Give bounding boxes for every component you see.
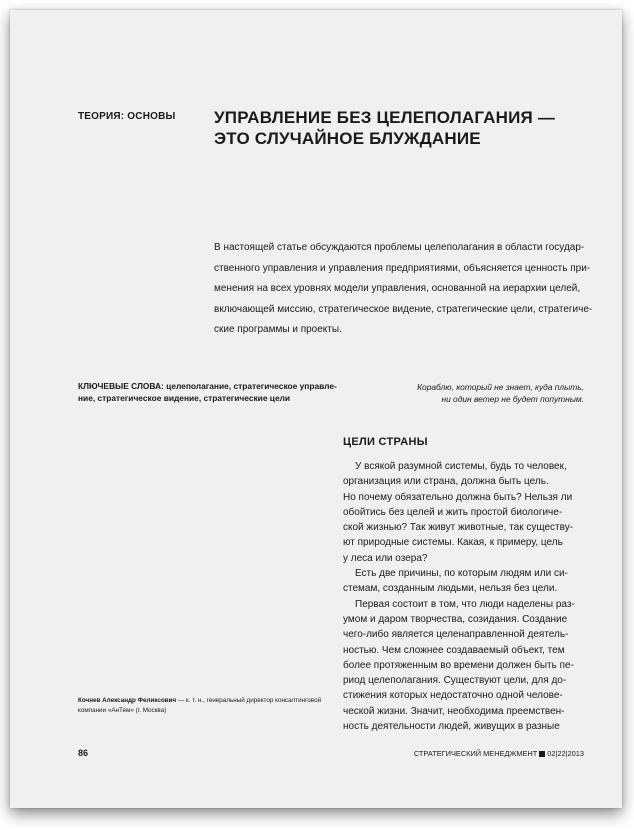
keywords [78,381,338,404]
section-label: ТЕОРИЯ: ОСНОВЫ [78,111,176,122]
abstract-line: включающей миссию, стратегическое видение, стратегические цели, стратегиче- [214,303,593,315]
body-line: У всякой разумной системы, будь то человек, [355,461,567,472]
body-line: Есть две причины, по которым людям или си- [355,568,568,580]
epigraph-line: ни один ветер не будет попутным. [441,394,584,404]
journal-name: СТРАТЕГИЧЕСКИЙ МЕНЕДЖМЕНТ [413,749,538,758]
abstract-line: менения на всех уровнях модели управления, основанной на иерархии целей, [214,283,581,294]
keywords-line: ние, стратегическое видение, стратегические цели [78,392,291,403]
body-text [343,459,591,734]
title-line: УПРАВЛЕНИЕ БЕЗ ЦЕЛЕПОЛАГАНИЯ — [214,108,556,127]
body-line: Но почему обязательно должна быть? Нельзя ли [343,491,573,503]
keywords-line: КЛЮЧЕВЫЕ СЛОВА: целеполагание, стратегическое управле- [78,381,337,391]
body-line: организация или страна, должна быть цель. [343,476,549,488]
author-name: Кочнев Александр Феликсович [78,697,177,704]
body-line: чего-либо является целенаправленной деятель- [343,629,569,641]
body-line: ют природные системы. Какая, к примеру, цель [343,537,563,549]
page-number: 86 [78,748,89,758]
article-title [214,107,614,149]
body-line: умом и даром творчества, созидания. Создание [343,613,568,625]
body-line: более протяженным во времени должен быть пе- [343,659,574,671]
issue-number: 02|22|2013 [547,749,584,758]
body-line: ность деятельности людей, живущих в разные [343,721,560,733]
body-line: обойтись без целей и жить простой биологиче- [343,506,563,518]
body-line: ской жизнью? Так живут животные, так существу- [343,522,574,534]
body-line: ностью. Чем сложнее создаваемый объект, тем [343,644,565,656]
body-line: у леса или озера? [343,552,428,564]
body-line: Первая состоит в том, что люди наделены раз- [355,598,575,610]
author-description: — к. т. н., генеральный директор консалтинговой [176,697,322,704]
body-line: стижения которых недостаточно одной челове- [343,690,563,702]
title-line: ЭТО СЛУЧАЙНОЕ БЛУЖДАНИЕ [214,129,481,148]
section-heading: ЦЕЛИ СТРАНЫ [343,436,428,448]
abstract-line: В настоящей статье обсуждаются проблемы целеполагания в области государ- [214,242,585,253]
abstract-line: ские программы и проекты. [214,324,342,335]
author-description: компании «АнТем» (г. Москва) [78,707,167,714]
abstract-line: ственного управления и управления предприятиями, объясняется ценность при- [214,262,591,274]
abstract [214,238,598,341]
epigraph [344,381,584,405]
square-separator-icon [539,751,545,757]
journal-page [10,10,622,808]
body-line: ческой жизни. Значит, необходима преемствен- [343,705,565,717]
body-line: стемам, созданным людьми, нельзя без цели. [343,583,558,595]
body-line: риод целеполагания. Существуют цели, для до- [343,675,567,687]
epigraph-line: Кораблю, который не знает, куда плыть, [417,382,584,392]
author-note [78,696,338,716]
footer [414,749,584,758]
